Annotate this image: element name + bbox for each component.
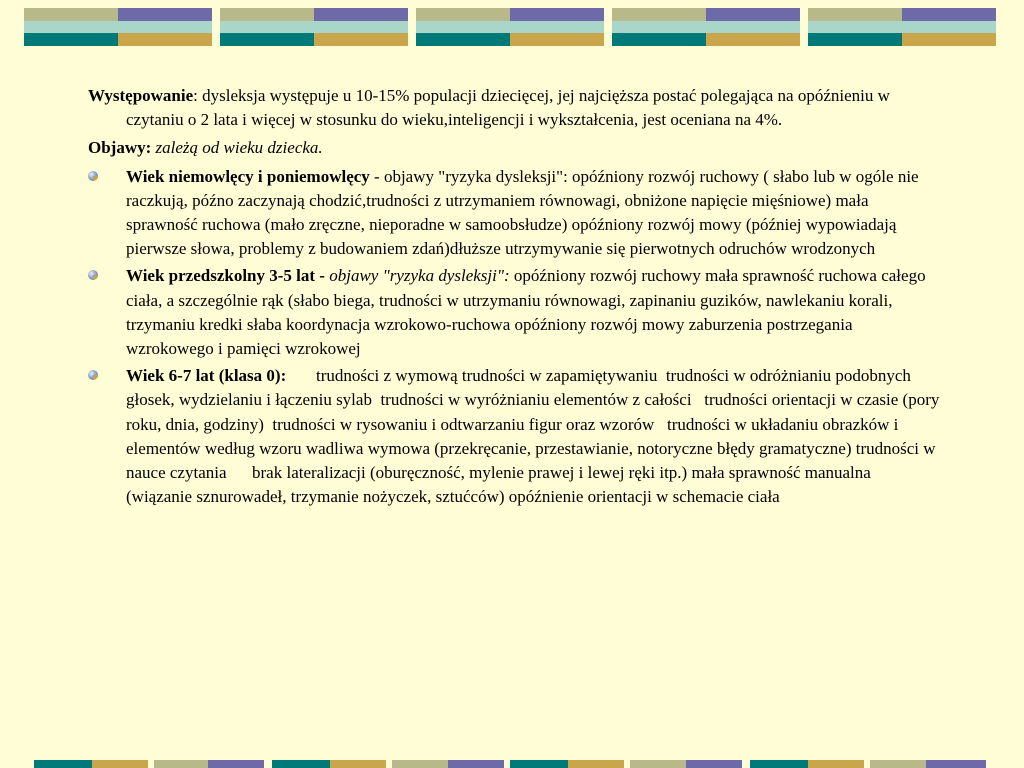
bottom-decorative-band xyxy=(0,760,1024,768)
list-item-infancy xyxy=(88,165,940,262)
bullet-icon xyxy=(88,270,98,280)
preschool-text: opóźniony rozwój ruchowy mała sprawność ruchowa całego ciała, a szczególnie rąk (słabo biega, trudności w utrzymaniu równowagi, zapinaniu guzików, nawlekaniu korali, trzymaniu kredki słaba koordynacja wzrokowo-ruchowa opóźniony rozwój mowy zaburzenia postrzegania wzrokowego i pamięci wzrokowej xyxy=(126,266,926,359)
infancy-text: - objawy "ryzyka dysleksji": opóźniony rozwój ruchowy ( słabo lub w ogóle nie raczkują, późno zaczynają chodzić,trudności z utrzymaniem równowagi, obniżone napięcie mięśniowe) mała sprawność ruchowa (mało zręczne, nieporadne w samoobsłudze) opóźniony rozwój mowy (później wypowiadają pierwsze słowa, problemy z budowaniem zdań)dłuższe utrzymywanie się pierwotnych odruchów wrodzonych xyxy=(126,166,919,259)
symptoms-heading: Objawy: xyxy=(88,138,152,158)
decorative-tile xyxy=(612,8,800,46)
decorative-tile xyxy=(808,8,996,46)
symptoms-text: zależą od wieku dziecka. xyxy=(151,138,323,158)
preschool-italic: objawy "ryzyka dysleksji": xyxy=(329,266,514,286)
prevalence-text: : dysleksja występuje u 10-15% populacji dziecięcej, jej najcięższa postać polegająca na opóźnieniu w czytaniu o 2 lata i więcej w stosunku do wieku,inteligencji i wykształcenia, jest oceniana na 4%. xyxy=(126,86,890,130)
list-item-age-6-7 xyxy=(88,364,944,509)
decorative-tile xyxy=(220,8,408,46)
symptoms-paragraph xyxy=(88,136,940,160)
slide-content xyxy=(88,84,944,512)
decorative-tile xyxy=(24,8,212,46)
age-6-7-text: trudności z wymową trudności w zapamiętywaniu trudności w odróżnianiu podobnych głosek, wydzielaniu i łączeniu sylab trudności w wyróżnianiu elementów z całości trudności orientacji w czasie (pory roku, dnia, godziny) trudności w rysowaniu i odtwarzaniu figur oraz wzorów trudności w układaniu obrazków i elementów według wzoru wadliwa wymowa (przekręcanie, przestawianie, notoryczne błędy gramatyczne) trudności w nauce czytania brak lateralizacji (oburęczność, mylenie prawej i lewej ręki itp.) mała sprawność manualna (wiązanie sznurowadeł, trzymanie nożyczek, sztućców) opóźnienie orientacji w schemacie ciała xyxy=(126,366,944,507)
preschool-heading: Wiek przedszkolny 3-5 lat - xyxy=(126,266,330,286)
bullet-icon xyxy=(88,370,98,380)
infancy-heading: Wiek niemowlęcy i poniemowlęcy xyxy=(126,166,370,186)
prevalence-paragraph xyxy=(88,84,940,132)
bullet-icon xyxy=(88,171,98,181)
decorative-tile xyxy=(416,8,604,46)
prevalence-heading: Występowanie xyxy=(88,86,194,105)
top-decorative-band xyxy=(24,8,1004,46)
list-item-preschool xyxy=(88,264,940,361)
age-6-7-heading: Wiek 6-7 lat (klasa 0): xyxy=(126,366,287,386)
